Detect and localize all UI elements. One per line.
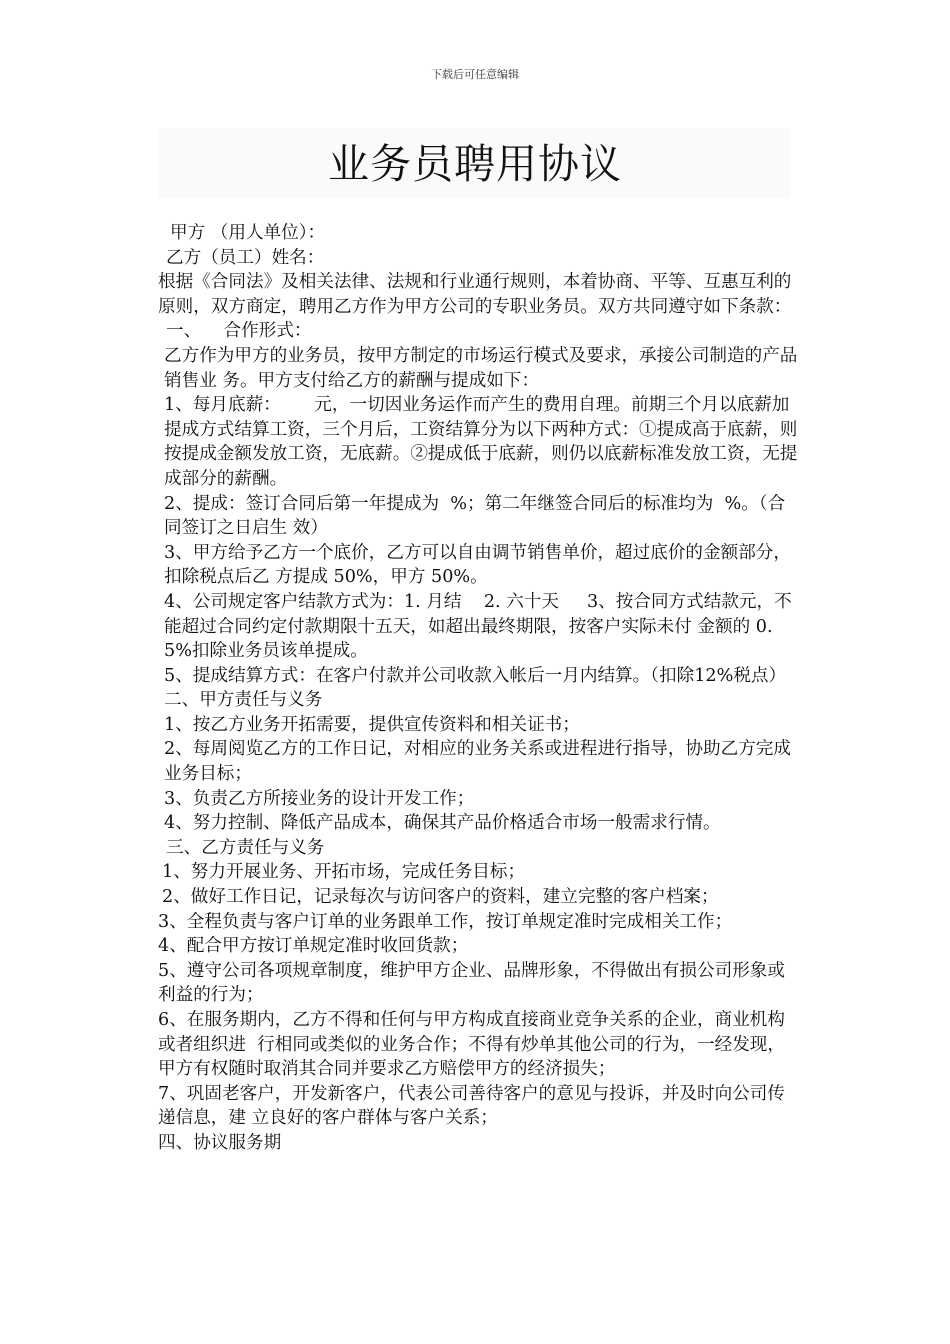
clause-3-4: 4、配合甲方按订单规定准时收回货款；: [158, 936, 469, 957]
clause-3-3: 3、全程负责与客户订单的业务跟单工作，按订单规定准时完成相关工作；: [158, 911, 733, 932]
clause-2-3: 3、负责乙方所接业务的设计开发工作；: [164, 788, 475, 809]
section-4-heading: 四、协议服务期: [158, 1132, 282, 1153]
page-header-note: 下载后可任意编辑: [431, 68, 519, 81]
preamble-paragraph: 根据《合同法》及相关法律、法规和行业通行规则，本着协商、平等、互惠互利的原则，双方商定，聘用乙方作为甲方公司的专职业务员。双方共同遵守如下条款：: [158, 272, 792, 317]
clause-3-2: 2、做好工作日记，记录每次与访问客户的资料，建立完整的客户档案；: [162, 887, 719, 908]
document-title: 业务员聘用协议: [328, 140, 622, 188]
clause-3-6: 6、在服务期内，乙方不得和任何与甲方构成直接商业竞争关系的企业，商业机构或者组织进 行相同或类似的业务合作；不得有炒单其他公司的行为，一经发现，甲方有权随时取消其合同并要求乙方赔偿甲方的经济损失；: [158, 1010, 785, 1080]
section-1-intro: 乙方作为甲方的业务员，按甲方制定的市场运行模式及要求，承接公司制造的产品销售业 务。甲方支付给乙方的薪酬与提成如下：: [164, 345, 798, 391]
clause-2-4: 4、努力控制、降低产品成本，确保其产品价格适合市场一般需求行情。: [164, 813, 721, 834]
clause-1-3: 3、甲方给予乙方一个底价，乙方可以自由调节销售单价，超过底价的金额部分，扣除税点后乙 方提成 50%，甲方 50%。: [164, 542, 791, 588]
section-3-heading: 三、乙方责任与义务: [166, 837, 325, 858]
clause-3-7: 7、巩固老客户，开发新客户，代表公司善待客户的意见与投诉，并及时向公司传递信息，建 立良好的客户群体与客户关系；: [158, 1083, 785, 1129]
clause-1-4: 4、公司规定客户结款方式为：1. 月结 2. 六十天 3、按合同方式结款元，不能超过合同约定付款期限十五天，如超出最终期限，按客户实际未付 金额的 0.5%扣除业务员该单提成。: [164, 591, 792, 662]
section-1-heading: 一、 合作形式：: [166, 321, 312, 342]
section-2-heading: 二、甲方责任与义务: [164, 690, 323, 711]
document-body: [158, 221, 798, 1156]
clause-3-5: 5、遵守公司各项规章制度，维护甲方企业、品牌形象，不得做出有损公司形象或利益的行为；: [158, 960, 785, 1006]
clause-2-1: 1、按乙方业务开拓需要，提供宣传资料和相关证书；: [164, 714, 580, 735]
clause-1-2: 2、提成：签订合同后第一年提成为 %；第二年继签合同后的标准均为 %。（合同签订之日启生 效）: [164, 493, 786, 539]
clause-1-5: 5、提成结算方式：在客户付款并公司收款入帐后一月内结算。（扣除12%税点）: [164, 665, 787, 686]
clause-2-2: 2、每周阅览乙方的工作日记，对相应的业务关系或进程进行指导，协助乙方完成业务目标；: [164, 739, 791, 785]
clause-1-1: 1、每月底薪： 元，一切因业务运作而产生的费用自理。前期三个月以底薪加提成方式结算工资，三个月后，工资结算分为以下两种方式：①提成高于底薪，则按提成金额发放工资，无底薪。②提成低于底薪，则仍以底薪标准发放工资，无提成部分的薪酬。: [164, 395, 798, 489]
clause-3-1: 1、努力开展业务、开拓市场，完成任务目标；: [162, 862, 526, 883]
party-b-line: 乙方（员工）姓名：: [166, 247, 325, 268]
party-a-line: 甲方 （用人单位）：: [170, 223, 326, 243]
